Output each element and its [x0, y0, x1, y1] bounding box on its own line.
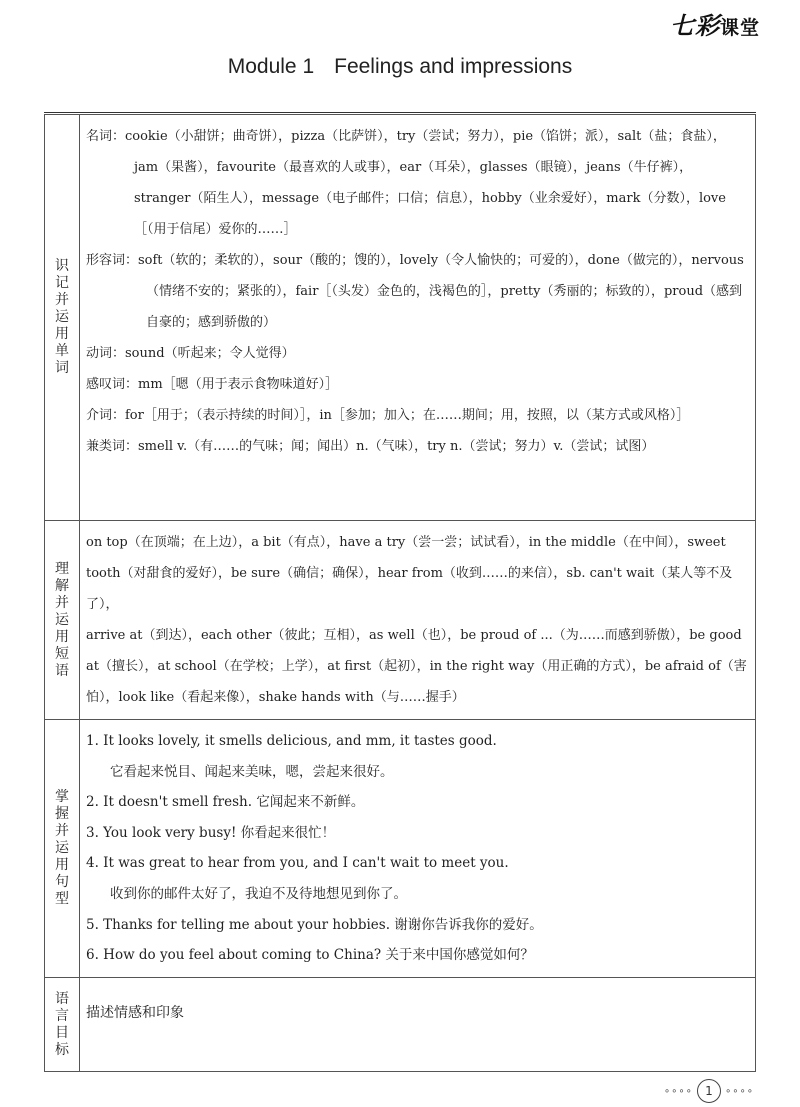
- section-phrases: [45, 521, 756, 720]
- sentence-english: 3. You look very busy! 你看起来很忙！: [86, 824, 336, 841]
- section-label: 识记并运用单词: [55, 258, 69, 376]
- dots-right: ∘∘∘∘: [724, 1085, 754, 1097]
- language-goal: 描述情感和印象: [86, 1005, 184, 1021]
- word-item: 动词：sound（听起来；令人觉得）: [86, 346, 295, 361]
- sentence-item: [86, 787, 747, 818]
- sentence-english: 1. It looks lovely, it smells delicious, and mm, it tastes good.: [86, 733, 497, 749]
- phrase-item: on top（在顶端；在上边），a bit（有点），have a try（尝一尝；试试看），in the middle（在中间），sweet tooth（对甜食的爱好），be sure（确信；确保），hear from（收到……的来信），sb. can't wait（某人等不及了），: [86, 535, 733, 612]
- sentence-translation: 它看起来悦目、闻起来美味，嗯，尝起来很好。: [110, 763, 394, 780]
- section-sentences: [45, 720, 756, 978]
- page-number: [664, 1079, 754, 1103]
- sentence-item: [86, 910, 747, 941]
- sentence-english: 6. How do you feel about coming to China? 关于来中国你感觉如何？: [86, 947, 534, 964]
- brand-logo: [670, 6, 760, 41]
- sentence-item: [86, 940, 747, 971]
- word-item: 形容词：soft（软的；柔软的），sour（酸的；馊的），lovely（令人愉快的；可爱的），done（做完的），nervous（情绪不安的；紧张的），fair［（头发）金色的，浅褐色的］，pretty（秀丽的；标致的），proud（感到自豪的；感到骄傲的）: [86, 253, 744, 330]
- section-label-cell: [45, 720, 80, 978]
- brand-logo-part-a: 七彩: [669, 12, 720, 40]
- phrase-item: arrive at（到达），each other（彼此；互相），as well（也），be proud of ...（为……而感到骄傲），be good at（擅长），at school（在学校；上学），at first（起初），in the right way（用正确的方式），be afraid of（害怕），look like（看起来像），shake hands with（与……握手）: [86, 628, 747, 705]
- section-content: [80, 978, 756, 1072]
- word-item: 名词：cookie（小甜饼；曲奇饼），pizza（比萨饼），try（尝试；努力），pie（馅饼；派），salt（盐；食盐），jam（果酱），favourite（最喜欢的人或事），ear（耳朵），glasses（眼镜），jeans（牛仔裤），stranger（陌生人），message（电子邮件；口信；信息），hobby（业余爱好），mark（分数），love［（用于信尾）爱你的……］: [86, 129, 726, 237]
- section-label: 语言目标: [55, 990, 69, 1058]
- word-item: 兼类词：smell v.（有……的气味；闻；闻出）n.（气味），try n.（尝试；努力）v.（尝试；试图）: [86, 439, 655, 454]
- section-words: [45, 115, 756, 521]
- section-label-cell: [45, 115, 80, 521]
- summary-table: [44, 114, 756, 1072]
- section-content: [80, 115, 756, 521]
- word-item: 感叹词：mm［嗯（用于表示食物味道好）］: [86, 377, 339, 392]
- top-rule: [44, 112, 756, 113]
- section-label-cell: [45, 521, 80, 720]
- section-content: [80, 521, 756, 720]
- sentence-english: 5. Thanks for telling me about your hobbies. 谢谢你告诉我你的爱好。: [86, 916, 543, 933]
- sentence-english: 4. It was great to hear from you, and I can't wait to meet you.: [86, 855, 509, 872]
- dots-left: ∘∘∘∘: [663, 1085, 693, 1097]
- page-number-circle: 1: [697, 1079, 721, 1103]
- module-name: Feelings and impressions: [334, 55, 573, 78]
- sentence-item: [86, 726, 747, 787]
- sentence-english: 2. It doesn't smell fresh. 它闻起来不新鲜。: [86, 794, 365, 811]
- brand-logo-part-b: 课堂: [719, 17, 760, 39]
- section-label: 掌握并运用句型: [55, 789, 69, 907]
- section-label-cell: [45, 978, 80, 1072]
- section-label: 理解并运用短语: [55, 560, 69, 679]
- sentence-translation: 收到你的邮件太好了，我迫不及待地想见到你了。: [110, 885, 407, 902]
- section-goal: [45, 978, 756, 1072]
- sentence-item: [86, 848, 747, 909]
- module-number: Module 1: [227, 55, 315, 78]
- sentence-item: [86, 818, 747, 849]
- word-item: 介词：for［用于；（表示持续的时间）］，in［参加；加入；在……期间；用，按照，以（某方式或风格）］: [86, 408, 690, 423]
- page-title: [0, 55, 800, 79]
- section-content: [80, 720, 756, 978]
